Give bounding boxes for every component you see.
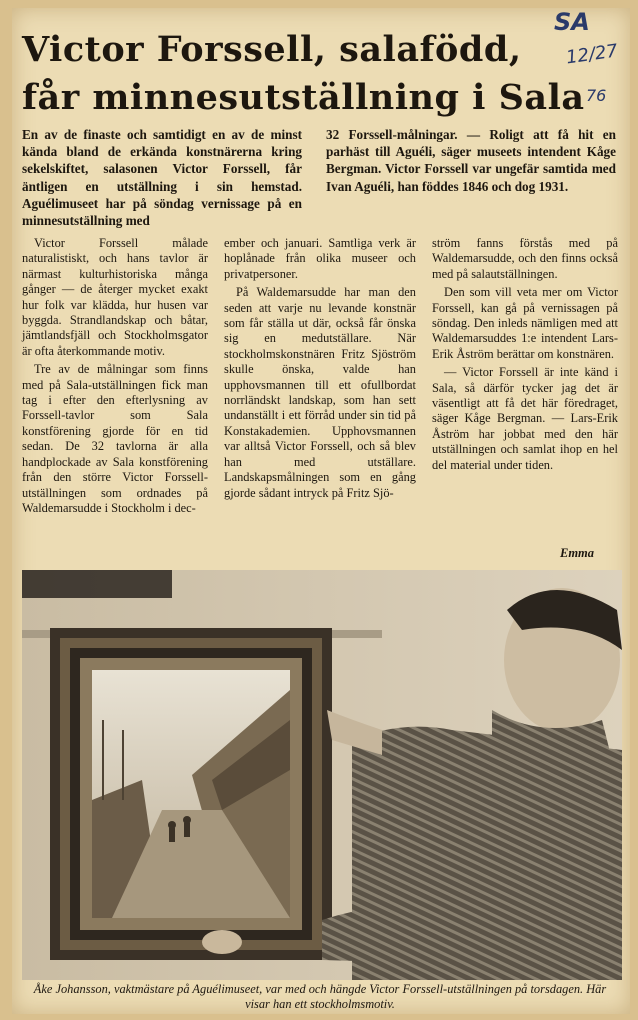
handwritten-date-suffix: 7: [604, 40, 620, 63]
body-paragraph: ström fanns förstås med på Waldemarsudde, och den finns också med på salautställningen.: [432, 236, 618, 281]
painting-frame: [50, 628, 332, 960]
body-paragraph: ember och januari. Samtliga verk är hoplånade från olika museer och privatpersoner.: [224, 236, 416, 281]
body-paragraph: Victor Forssell målade naturalistiskt, och hans tavlor är närmast kulturhistoriska många gånger — de återger mycket exakt hur folk var klädda, hur husen var byggda. Strandlandskap och båtar, jämtlandsfjäll och Stockholmsgator är ofta återkommande motiv.: [22, 236, 208, 358]
handwritten-source-note: SA: [554, 8, 590, 36]
handwritten-date: 12/2: [564, 42, 608, 69]
article-photo: [22, 570, 622, 980]
article-column-3: [432, 236, 618, 473]
article-headline: [22, 26, 585, 122]
photo-illustration: [22, 570, 622, 980]
handwritten-year-note: 76: [586, 86, 607, 105]
photo-caption: Åke Johansson, vaktmästare på Aguélimuseet, var med och hängde Victor Forssell-utställningen på torsdagen. Här visar han ett stockholmsmotiv.: [33, 982, 607, 1011]
headline-line-2: får minnesutställning i Sala: [22, 77, 585, 118]
lead-paragraph-left: En av de finaste och samtidigt en av de minst kända bland de erkända konstnärerna kring sekelskiftet, salasonen Victor Forssell, får äntligen en utställning i sin hemstad. Aguélimuseet har på söndag vernissage på en minnesutställning med: [22, 127, 302, 229]
article-column-1: [22, 236, 208, 516]
lead-paragraph-right: 32 Forssell-målningar. — Roligt att få hit en parhäst till Aguéli, säger museets intendent Kåge Bergman. Victor Forssell var ungefär samtida med Ivan Aguéli, han föddes 1846 och dog 1931.: [326, 127, 616, 194]
body-paragraph: Tre av de målningar som finns med på Sala-utställningen fick man tag i efter den efterlysning av Forssell-tavlor som Sala konstförening gjorde för en tid sedan. De 32 tavlorna är alla handplockade av Sala konstförening från den större Victor Forssell-utställningen som ordnades på Waldemarsudde i Stockholm i dec-: [22, 362, 208, 515]
author-byline: Emma: [560, 546, 595, 560]
body-paragraph: På Waldemarsudde har man den seden att varje nu levande konstnär som får ställa ut där, också får önska sig en medutställare. När stockholmskonstnären Fritz Sjöström skulle önska, valde han upphovsmannen till ett ofullbordat norrländskt landskap, som han sett undanställt i ett förråd under sin tid på Konstakademien. Upphovsmannen var alltså Victor Forssell, och så blev han med utställare. Landskapsmålningen som en gång gjorde sådant intryck på Fritz Sjö-: [224, 285, 416, 500]
article-column-2: [224, 236, 416, 501]
headline-line-1: Victor Forssell, salafödd,: [22, 29, 522, 70]
body-paragraph: — Victor Forssell är inte känd i Sala, så därför tycker jag det är väsentligt att få det här föredraget, säger Kåge Bergman. — Lars-Erik Åström har jobbat med den här utställningen och samlat ihop en hel del material under tiden.: [432, 365, 618, 472]
body-paragraph: Den som vill veta mer om Victor Forssell, kan gå på vernissagen på söndag. Den inleds nämligen med att Waldemarsuddes 1:e intendent Lars-Erik Åström berättar om konstnären.: [432, 285, 618, 361]
